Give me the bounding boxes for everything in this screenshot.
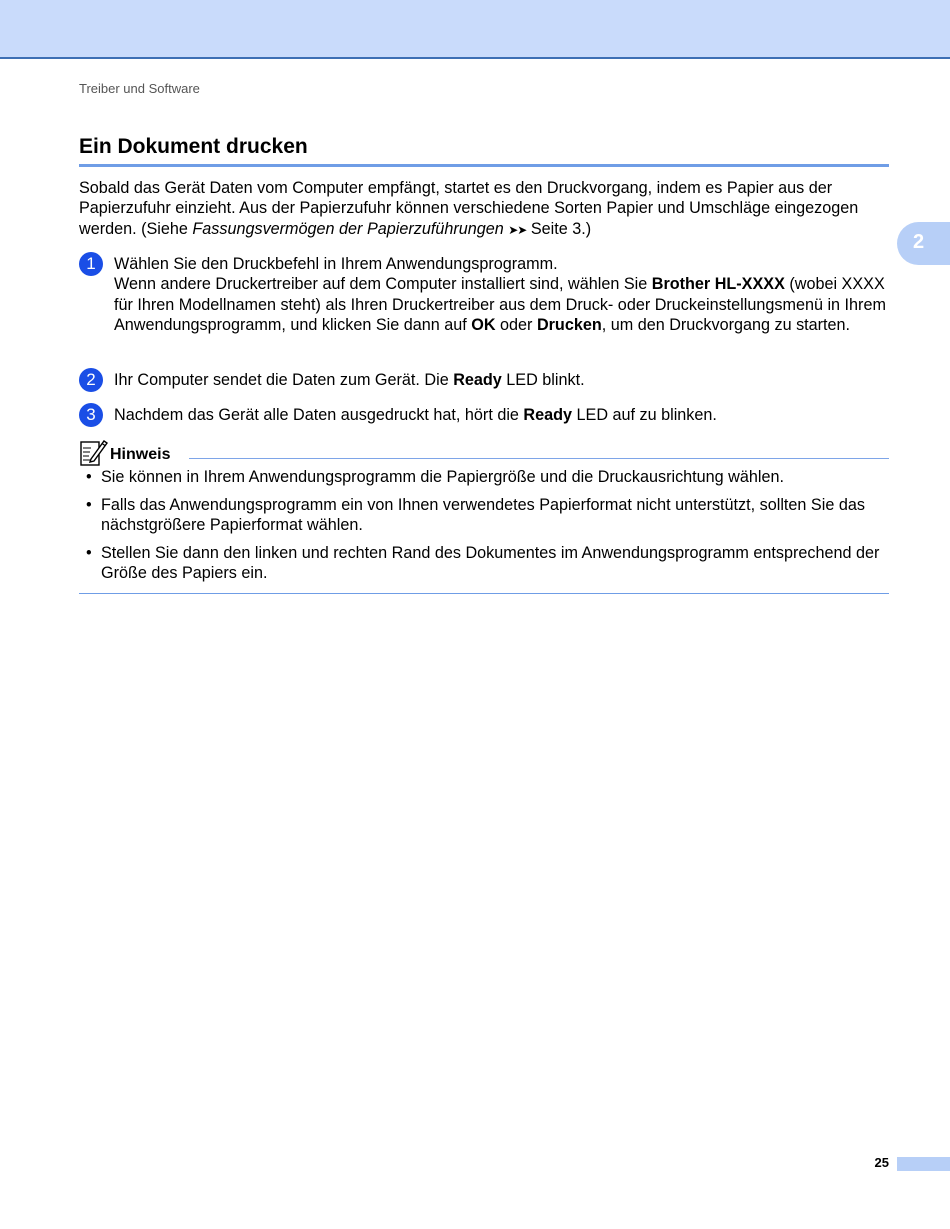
note-item	[79, 467, 889, 487]
cross-reference-link[interactable]: Fassungsvermögen der Papierzuführungen	[192, 219, 504, 238]
intro-text: Sobald das Gerät Daten vom Computer empfängt, startet es den Druckvorgang, indem es Papier aus der Papierzufuhr einzieht. Aus der Papierzufuhr können verschiedene Sorten Papier und Umschläge eingezogen werden. (Siehe	[79, 179, 859, 238]
step-number-3: 3	[79, 403, 103, 427]
step-1-text	[114, 254, 889, 335]
note-rule	[189, 458, 889, 459]
ok-label: OK	[471, 315, 496, 334]
step-1-line-2	[114, 274, 889, 335]
step-1-text-part: Wenn andere Druckertreiber auf dem Computer installiert sind, wählen Sie	[114, 275, 652, 294]
note-item	[79, 495, 889, 536]
section-title: Ein Dokument drucken	[79, 135, 308, 158]
intro-paragraph	[79, 178, 891, 240]
step-1-line-1: Wählen Sie den Druckbefehl in Ihrem Anwendungsprogramm.	[114, 255, 558, 273]
step-1-text-part: , um den Druckvorgang zu starten.	[601, 315, 851, 334]
ready-led-label: Ready	[453, 371, 502, 389]
step-number-1: 1	[79, 252, 103, 276]
chapter-tab	[897, 222, 950, 265]
note-item-text: Sie können in Ihrem Anwendungsprogramm die Papiergröße und die Druckausrichtung wählen.	[101, 468, 784, 486]
page-reference: Seite 3.)	[526, 219, 592, 238]
bullet-icon: •	[86, 495, 92, 514]
bullet-icon: •	[86, 543, 92, 562]
note-item	[79, 543, 889, 584]
step-1-text-part: oder	[495, 315, 537, 334]
running-header: Treiber und Software	[79, 81, 200, 96]
double-arrow-icon: ➤➤	[508, 222, 527, 237]
step-number-2: 2	[79, 368, 103, 392]
title-rule	[79, 164, 889, 167]
bullet-icon: •	[86, 468, 92, 486]
step-2-text-part: Ihr Computer sendet die Daten zum Gerät. Die	[114, 371, 454, 389]
chapter-number: 2	[913, 231, 925, 253]
step-2-text-part: LED blinkt.	[501, 371, 585, 389]
step-3-text-part: Nachdem das Gerät alle Daten ausgedruckt hat, hört die	[114, 406, 524, 424]
note-header	[79, 438, 889, 468]
header-band	[0, 0, 950, 59]
drucken-label: Drucken	[536, 315, 602, 334]
step-3-text	[114, 405, 889, 425]
note-label: Hinweis	[110, 446, 171, 463]
note-pencil-icon	[79, 438, 109, 467]
step-2-text	[114, 370, 889, 390]
footer-bar	[897, 1157, 950, 1171]
note-item-text: Falls das Anwendungsprogramm ein von Ihnen verwendetes Papierformat nicht unterstützt, sollten Sie das nächstgrößere Papierformat wählen.	[101, 495, 865, 535]
ready-led-label: Ready	[523, 406, 573, 424]
note-item-text: Stellen Sie dann den linken und rechten Rand des Dokumentes im Anwendungsprogramm entsprechend der Größe des Papiers ein.	[101, 543, 880, 583]
step-3-text-part: LED auf zu blinken.	[572, 406, 717, 424]
note-end-rule	[79, 593, 889, 594]
step-1-text-part: (wobei XXXX für Ihren Modellnamen steht) als Ihren Druckertreiber aus dem Druck- oder Druckeinstellungsmenü in Ihrem Anwendungsprogramm, und klicken Sie dann auf	[114, 275, 886, 334]
note-list	[79, 467, 889, 591]
page-number: 25	[874, 1155, 889, 1170]
driver-name: Brother HL-XXXX	[651, 275, 785, 294]
